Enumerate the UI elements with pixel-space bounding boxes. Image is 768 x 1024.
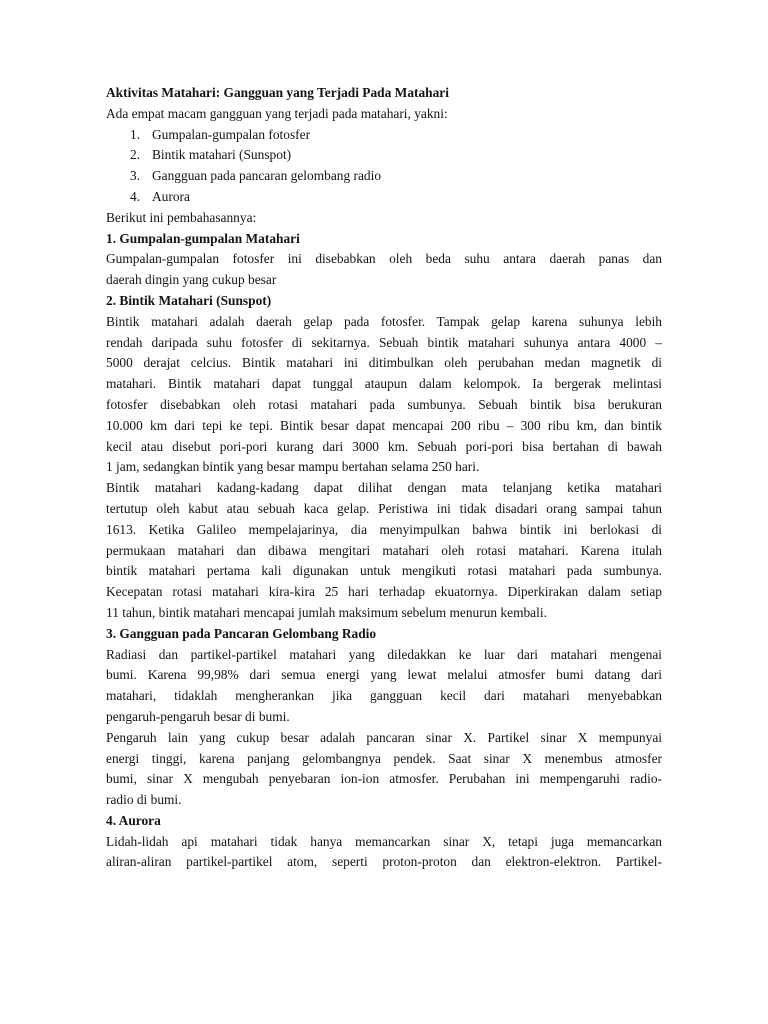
text-line: fotosfer disebabkan oleh rotasi matahari pada sumbunya. Sebuah bintik bisa berukuran [106, 396, 662, 412]
text-line: matahari. Bintik matahari dapat tunggal ataupun dalam kelompok. Ia bergerak melintasi [106, 376, 662, 392]
section-heading: 2. Bintik Matahari (Sunspot) [106, 292, 272, 308]
text-line: energi tinggi, karena panjang gelombangnya pendek. Saat sinar X menembus atmosfer [106, 750, 662, 766]
list-number: 3. [130, 168, 141, 184]
list-number: 4. [130, 188, 141, 204]
text-line: bumi, sinar X mengubah penyebaran ion-ion atmosfer. Perubahan ini mempengaruhi radio- [106, 771, 662, 787]
section-heading: 3. Gangguan pada Pancaran Gelombang Radio [106, 625, 377, 641]
list-number: 1. [130, 126, 141, 142]
list-item [106, 145, 662, 166]
disturbance-list [106, 125, 662, 208]
list-item [106, 166, 662, 187]
text-line: 1 jam, sedangkan bintik yang besar mampu bertahan selama 250 hari. [106, 459, 480, 475]
text-line: 1613. Ketika Galileo mempelajarinya, dia menyimpulkan bahwa bintik ini berlokasi di [106, 521, 662, 537]
list-number: 2. [130, 147, 141, 163]
text-line: radio di bumi. [106, 792, 182, 808]
text-line: bumi. Karena 99,98% dari semua energi yang lewat melalui atmosfer bumi datang dari [106, 667, 662, 683]
paragraph [106, 312, 662, 478]
section-sunspot [106, 291, 662, 624]
section-gumpalan [106, 229, 662, 291]
paragraph [106, 249, 662, 291]
text-line: rendah daripada suhu fotosfer di sekitarnya. Sebuah bintik matahari suhunya antara 4000 – [106, 334, 662, 350]
list-label: Gangguan pada pancaran gelombang radio [152, 168, 382, 184]
list-item [106, 125, 662, 146]
list-label: Bintik matahari (Sunspot) [152, 147, 292, 163]
document-page [106, 83, 662, 873]
paragraph [106, 832, 662, 874]
section-heading: 4. Aurora [106, 812, 161, 828]
text-line: 5000 derajat celcius. Bintik matahari ini ditimbulkan oleh perubahan medan magnetik di [106, 355, 662, 371]
text-line: Pengaruh lain yang cukup besar adalah pancaran sinar X. Partikel sinar X mempunyai [106, 729, 662, 745]
lead-text: Berikut ini pembahasannya: [106, 209, 257, 225]
list-label: Gumpalan-gumpalan fotosfer [152, 126, 311, 142]
section-aurora [106, 811, 662, 873]
text-line: Radiasi dan partikel-partikel matahari yang diledakkan ke luar dari matahari mengenai [106, 646, 662, 662]
text-line: aliran-aliran partikel-partikel atom, seperti proton-proton dan elektron-elektron. Partikel- [106, 854, 662, 870]
text-line: matahari, tidaklah mengherankan jika gangguan kecil dari matahari menyebabkan [106, 688, 662, 704]
text-line: Bintik matahari kadang-kadang dapat dilihat dengan mata telanjang ketika matahari [106, 480, 662, 496]
text-line: daerah dingin yang cukup besar [106, 272, 277, 288]
section-radio [106, 624, 662, 811]
intro-text: Ada empat macam gangguan yang terjadi pada matahari, yakni: [106, 105, 448, 121]
text-line: 10.000 km dari tepi ke tepi. Bintik besar dapat mencapai 200 ribu – 300 ribu km, dan bintik [106, 417, 662, 433]
text-line: permukaan matahari dan dibawa mengitari matahari oleh rotasi matahari. Karena itulah [106, 542, 662, 558]
text-line: Gumpalan-gumpalan fotosfer ini disebabkan oleh beda suhu antara daerah panas dan [106, 251, 662, 267]
text-line: Bintik matahari adalah daerah gelap pada fotosfer. Tampak gelap karena suhunya lebih [106, 313, 662, 329]
text-line: Lidah-lidah api matahari tidak hanya memancarkan sinar X, tetapi juga memancarkan [106, 833, 662, 849]
list-item [106, 187, 662, 208]
text-line: kecil atau disebut pori-pori kurang dari 3000 km. Sebuah pori-pori bisa bertahan di bawah [106, 438, 662, 454]
paragraph [106, 728, 662, 811]
text-line: pengaruh-pengaruh besar di bumi. [106, 708, 290, 724]
text-line: 11 tahun, bintik matahari mencapai jumlah maksimum sebelum menurun kembali. [106, 604, 547, 620]
paragraph [106, 645, 662, 728]
paragraph [106, 478, 662, 624]
text-line: Kecepatan rotasi matahari kira-kira 25 hari terhadap ekuatornya. Diperkirakan dalam setiap [106, 584, 662, 600]
section-heading: 1. Gumpalan-gumpalan Matahari [106, 230, 300, 246]
text-line: tertutup oleh kabut atau sebuah kaca gelap. Peristiwa ini tidak disadari orang sampai tahun [106, 500, 662, 516]
list-label: Aurora [152, 188, 190, 204]
text-line: bintik matahari pertama kali digunakan untuk mengikuti rotasi matahari pada sumbunya. [106, 563, 662, 579]
document-title: Aktivitas Matahari: Gangguan yang Terjadi Pada Matahari [106, 85, 449, 100]
